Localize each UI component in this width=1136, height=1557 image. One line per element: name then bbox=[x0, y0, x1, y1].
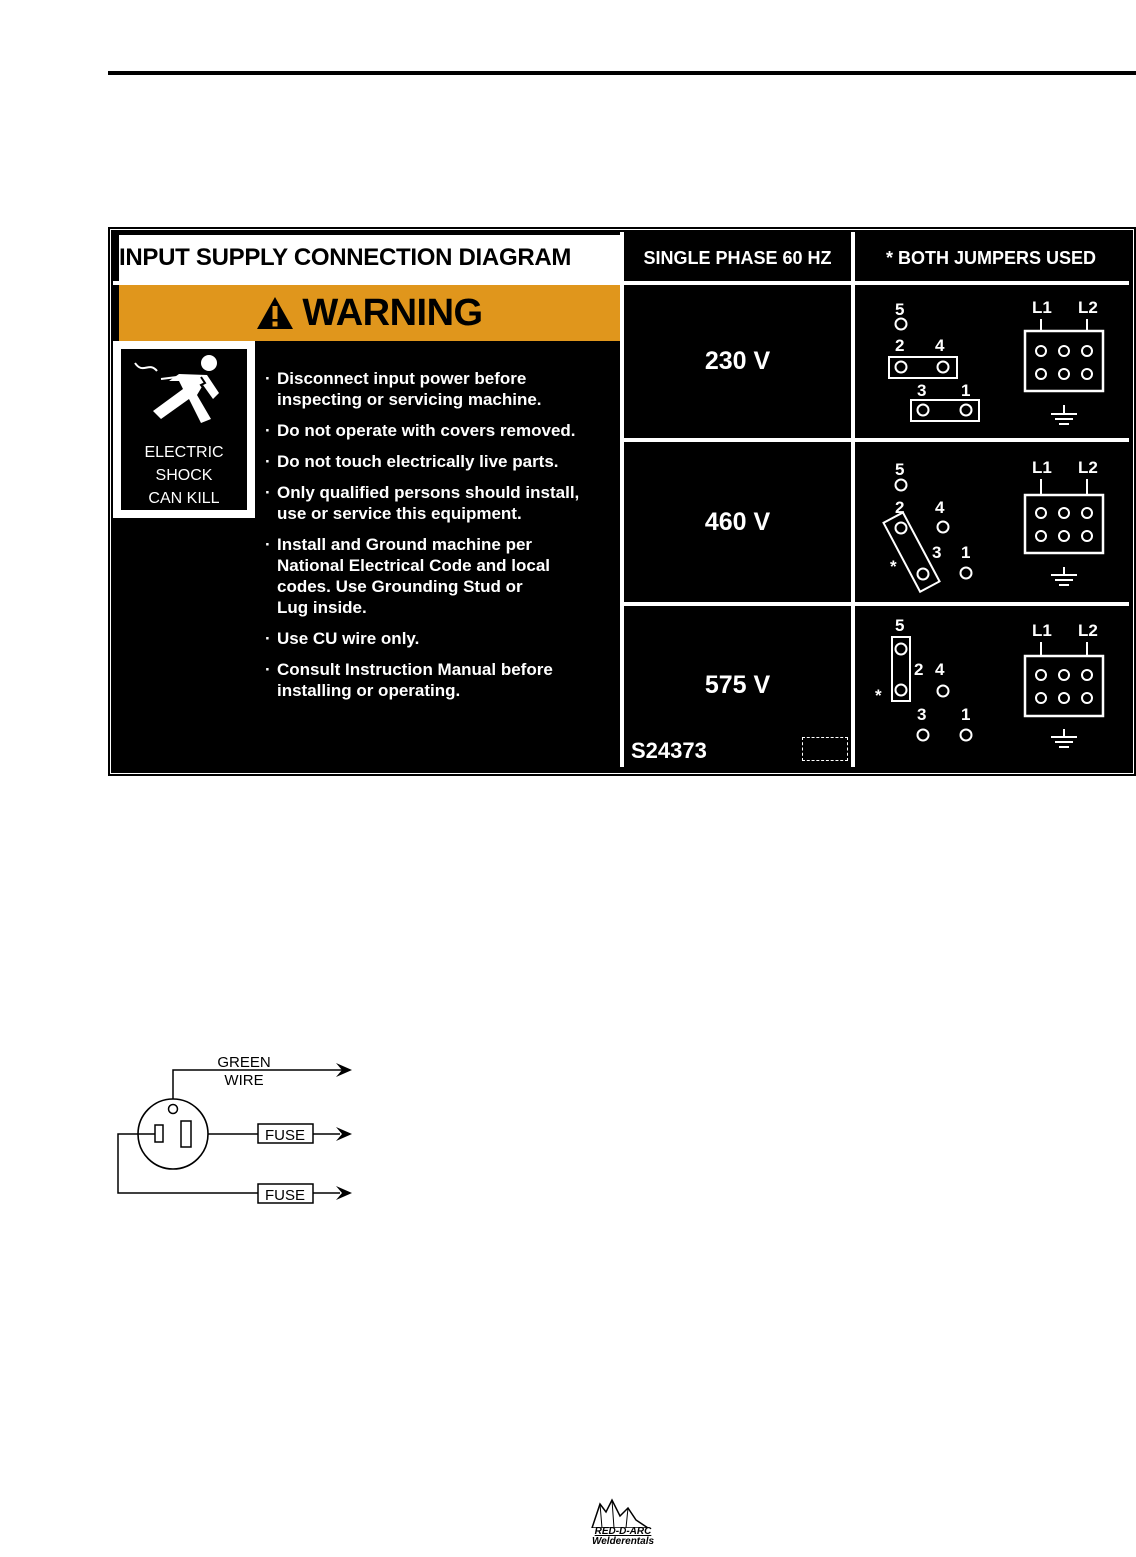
voltage-575: 575 V bbox=[624, 606, 851, 765]
connection-diagrams bbox=[855, 285, 1127, 765]
fuse-label-1: FUSE bbox=[264, 1127, 306, 1144]
bullet-line: use or service this equipment. bbox=[277, 504, 522, 523]
bullet-item: · Do not touch electrically live parts. bbox=[265, 451, 617, 472]
shock-caption bbox=[121, 441, 247, 510]
terminal-label-5: 5 bbox=[895, 300, 905, 319]
fuse-label-2: FUSE bbox=[264, 1187, 306, 1204]
warning-triangle-icon bbox=[256, 296, 294, 330]
top-rule bbox=[108, 71, 1136, 75]
jumper-asterisk: * bbox=[890, 557, 897, 576]
line-label-l1: L1 bbox=[1032, 621, 1052, 640]
terminal-label-3: 3 bbox=[917, 705, 927, 724]
terminal-label-1: 1 bbox=[961, 543, 971, 562]
terminal-label-2: 2 bbox=[914, 660, 924, 679]
bullet-line: Install and Ground machine per bbox=[277, 535, 533, 554]
diagram-460v bbox=[884, 458, 1103, 592]
line-label-l1: L1 bbox=[1032, 298, 1052, 317]
logo-line-1: RED-D-ARC bbox=[594, 1526, 652, 1537]
company-logo-text bbox=[583, 1527, 663, 1547]
bullet-item: · Use CU wire only. bbox=[265, 628, 617, 649]
jumper-header: * BOTH JUMPERS USED bbox=[855, 235, 1127, 281]
bullet-item: · Consult Instruction Manual before installing or operating. bbox=[265, 659, 617, 701]
bullet-item: · Do not operate with covers removed. bbox=[265, 420, 617, 441]
diagram-title: INPUT SUPPLY CONNECTION DIAGRAM bbox=[119, 235, 620, 281]
bullet-item: · Disconnect input power before inspecting or servicing machine. bbox=[265, 368, 617, 410]
line-label-l2: L2 bbox=[1078, 621, 1098, 640]
shock-line-1: ELECTRIC bbox=[144, 444, 224, 461]
date-code-box bbox=[802, 737, 848, 761]
bullet-line: Do not operate with covers removed. bbox=[277, 421, 576, 440]
line-label-l1: L1 bbox=[1032, 458, 1052, 477]
terminal-label-3: 3 bbox=[917, 381, 927, 400]
logo-line-2: Welderentals bbox=[591, 1536, 655, 1547]
bullet-line: Consult Instruction Manual before bbox=[277, 660, 553, 679]
grid-divider bbox=[113, 281, 622, 285]
terminal-label-2: 2 bbox=[895, 498, 905, 517]
green-wire-label-1: GREEN bbox=[217, 1054, 271, 1071]
receptacle-wiring-figure bbox=[108, 1050, 368, 1210]
terminal-label-1: 1 bbox=[961, 381, 971, 400]
bullet-line: Only qualified persons should install, bbox=[277, 483, 580, 502]
terminal-label-3: 3 bbox=[932, 543, 942, 562]
bullet-item: · Install and Ground machine per National Electrical Code and local codes. Use Grounding Stud or Lug inside. bbox=[265, 534, 617, 618]
bullet-line: Do not touch electrically live parts. bbox=[277, 452, 559, 471]
bullet-line: National Electrical Code and local bbox=[277, 556, 551, 575]
terminal-label-4: 4 bbox=[935, 498, 945, 517]
terminal-label-4: 4 bbox=[935, 660, 945, 679]
ground-icon bbox=[1051, 567, 1077, 585]
bullet-line: codes. Use Grounding Stud or bbox=[277, 577, 523, 596]
diagram-575v bbox=[875, 616, 1103, 747]
terminal-label-1: 1 bbox=[961, 705, 971, 724]
bullet-line: Disconnect input power before bbox=[277, 369, 527, 388]
part-number: S24373 bbox=[631, 738, 707, 763]
shock-line-3: CAN KILL bbox=[148, 490, 220, 507]
warning-banner bbox=[119, 285, 620, 341]
green-wire-label-2: WIRE bbox=[224, 1072, 264, 1089]
ground-icon bbox=[1051, 729, 1077, 747]
ground-icon bbox=[1051, 405, 1077, 424]
bullet-line: Use CU wire only. bbox=[277, 629, 420, 648]
warning-word: WARNING bbox=[302, 291, 483, 334]
warning-bullet-list bbox=[265, 368, 617, 711]
shock-line-2: SHOCK bbox=[155, 467, 213, 484]
bullet-line: inspecting or servicing machine. bbox=[277, 390, 542, 409]
terminal-label-2: 2 bbox=[895, 336, 905, 355]
voltage-230: 230 V bbox=[624, 285, 851, 438]
terminal-label-5: 5 bbox=[895, 460, 905, 479]
diagram-230v bbox=[889, 298, 1103, 424]
phase-header: SINGLE PHASE 60 HZ bbox=[624, 235, 851, 281]
line-label-l2: L2 bbox=[1078, 458, 1098, 477]
electric-shock-icon bbox=[121, 349, 247, 439]
company-logo-icon bbox=[590, 1498, 650, 1528]
line-label-l2: L2 bbox=[1078, 298, 1098, 317]
bullet-line: installing or operating. bbox=[277, 681, 461, 700]
terminal-label-5: 5 bbox=[895, 616, 905, 635]
bullet-line: Lug inside. bbox=[277, 598, 367, 617]
voltage-460: 460 V bbox=[624, 442, 851, 602]
shock-hazard-box bbox=[119, 347, 249, 512]
terminal-label-4: 4 bbox=[935, 336, 945, 355]
jumper-asterisk: * bbox=[875, 686, 882, 705]
bullet-item: · Only qualified persons should install, use or service this equipment. bbox=[265, 482, 617, 524]
